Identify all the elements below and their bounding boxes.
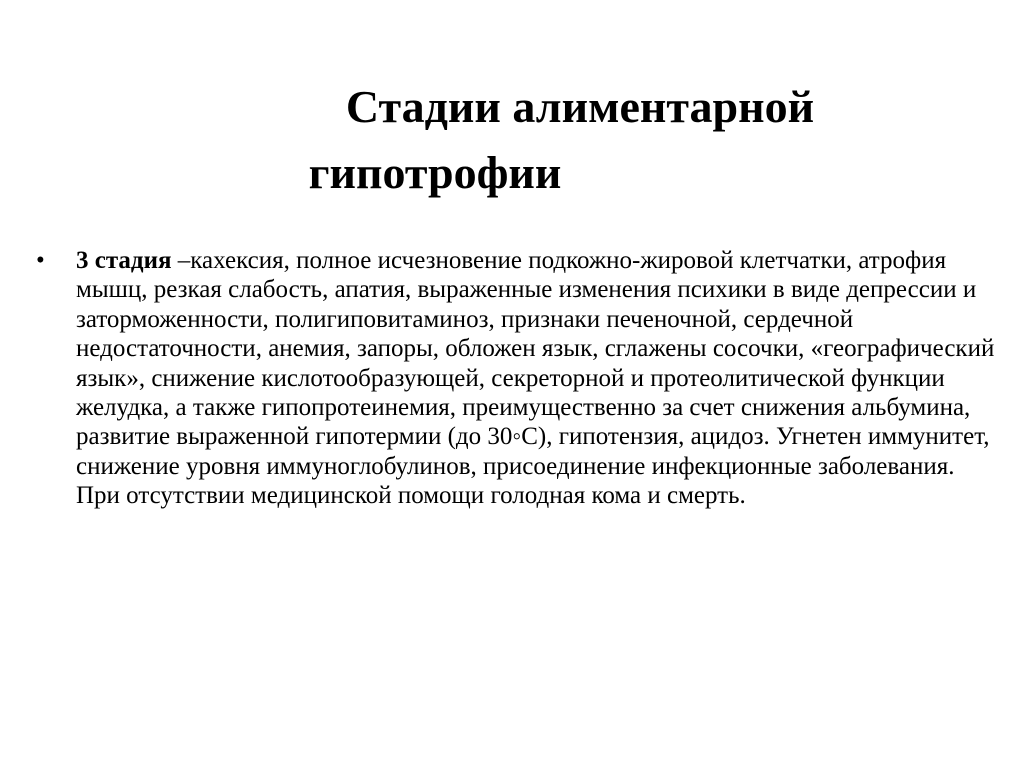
bullet-item [36, 246, 996, 511]
bullet-icon: • [36, 247, 45, 274]
slide-title-line-1: Стадии алиментарной [345, 81, 815, 132]
bullet-text [76, 246, 996, 511]
bullet-term: 3 стадия [76, 247, 178, 274]
slide-title-line-2: гипотрофии [308, 147, 562, 198]
slide-title [150, 74, 1010, 206]
slide-body [36, 246, 996, 511]
bullet-description: –кахексия, полное исчезновение подкожно-жировой клетчатки, атрофия мышц, резкая слабость, апатия, выраженные изменения психики в виде депрессии и заторможенности, полигиповитаминоз, признаки печеночной, сердечной недостаточности, анемия, запоры, обложен язык, сглажены сосочки, «географический язык», снижение кислотообразующей, секреторной и протеолитической функции желудка, а также гипопротеинемия, преимущественно за счет снижения альбумина, развитие выраженной гипотермии (до 30◦С), гипотензия, ацидоз. Угнетен иммунитет, снижение уровня иммуноглобулинов, присоединение инфекционные заболевания. При отсутствии медицинской помощи голодная кома и смерть. [76, 247, 995, 510]
